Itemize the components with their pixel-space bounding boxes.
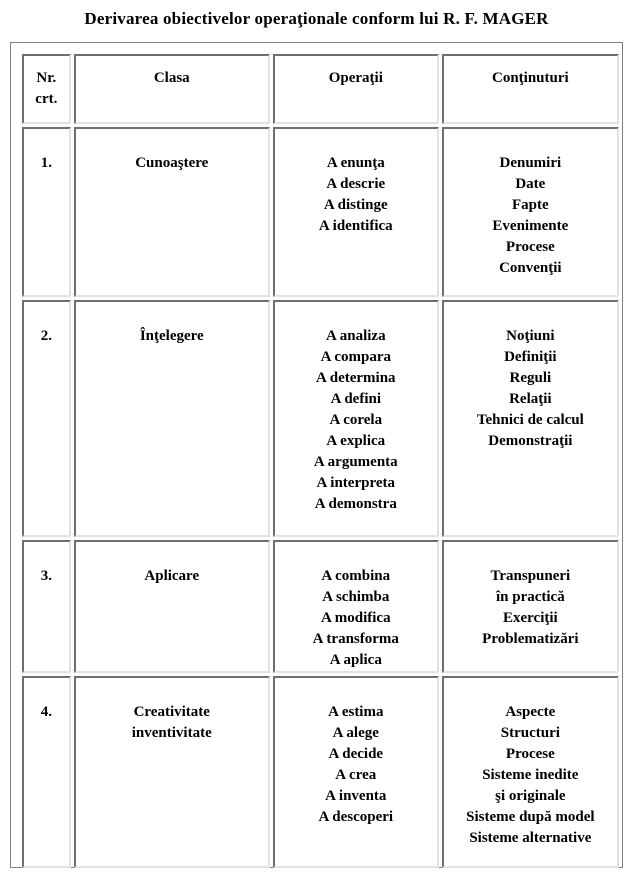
cell-operatii bbox=[273, 300, 439, 537]
cell-continuturi-line: Sisteme după model bbox=[466, 809, 595, 825]
cell-continuturi-line: Structuri bbox=[500, 725, 560, 741]
cell-operatii-line: A aplica bbox=[329, 652, 382, 668]
table-row bbox=[22, 127, 619, 297]
cell-operatii-line: A alege bbox=[332, 725, 379, 741]
table-row bbox=[22, 300, 619, 537]
cell-operatii-line: A inventa bbox=[325, 788, 387, 804]
cell-continuturi-line: Reguli bbox=[509, 370, 552, 386]
cell-operatii-line: A interpreta bbox=[316, 475, 396, 491]
cell-continuturi-line: Evenimente bbox=[492, 218, 569, 234]
cell-operatii-line: A estima bbox=[328, 704, 384, 720]
cell-nr bbox=[22, 540, 71, 673]
cell-operatii-line: A distinge bbox=[323, 197, 388, 213]
cell-continuturi bbox=[442, 127, 619, 297]
cell-clasa-line: Creativitate bbox=[133, 704, 210, 720]
cell-nr bbox=[22, 676, 71, 868]
cell-operatii-line: A descoperi bbox=[318, 809, 394, 825]
header-clasa-label: Clasa bbox=[153, 70, 190, 86]
header-nr-crt bbox=[22, 54, 71, 124]
cell-continuturi-line: Procese bbox=[505, 746, 555, 762]
cell-continuturi-line: Problematizări bbox=[482, 631, 579, 647]
table-row bbox=[22, 540, 619, 673]
row-number: 1. bbox=[40, 155, 52, 171]
header-crt-line: crt. bbox=[35, 91, 58, 107]
cell-continuturi-line: Tehnici de calcul bbox=[476, 412, 584, 428]
cell-operatii-line: A modifica bbox=[320, 610, 391, 626]
cell-nr bbox=[22, 300, 71, 537]
cell-continuturi-line: Demonstraţii bbox=[488, 433, 573, 449]
cell-clasa bbox=[74, 300, 270, 537]
cell-continuturi-line: în practică bbox=[495, 589, 565, 605]
cell-clasa-line: inventivitate bbox=[131, 725, 212, 741]
row-number: 2. bbox=[40, 328, 52, 344]
cell-continuturi-line: şi originale bbox=[495, 788, 566, 804]
cell-operatii-line: A transforma bbox=[312, 631, 399, 647]
table-row bbox=[22, 676, 619, 868]
cell-clasa-line: Cunoaştere bbox=[135, 155, 209, 171]
cell-operatii-line: A analiza bbox=[325, 328, 386, 344]
cell-nr bbox=[22, 127, 71, 297]
cell-continuturi-line: Aspecte bbox=[505, 704, 556, 720]
cell-clasa-line: Aplicare bbox=[144, 568, 200, 584]
cell-operatii-line: A schimba bbox=[322, 589, 390, 605]
cell-operatii-line: A compara bbox=[320, 349, 391, 365]
cell-operatii-line: A argumenta bbox=[313, 454, 398, 470]
cell-operatii-line: A enunţa bbox=[326, 155, 385, 171]
cell-clasa bbox=[74, 127, 270, 297]
cell-operatii-line: A defini bbox=[330, 391, 381, 407]
cell-continuturi-line: Exerciţii bbox=[502, 610, 558, 626]
cell-clasa bbox=[74, 676, 270, 868]
header-operatii-label: Operaţii bbox=[328, 70, 383, 86]
cell-continuturi-line: Fapte bbox=[512, 197, 549, 213]
header-nr-line: Nr. bbox=[36, 70, 57, 86]
cell-operatii-line: A combina bbox=[321, 568, 391, 584]
cell-continuturi-line: Sisteme alternative bbox=[469, 830, 592, 846]
cell-clasa bbox=[74, 540, 270, 673]
cell-continuturi-line: Denumiri bbox=[499, 155, 562, 171]
cell-continuturi-line: Procese bbox=[505, 239, 555, 255]
cell-continuturi bbox=[442, 676, 619, 868]
cell-operatii-line: A explica bbox=[326, 433, 386, 449]
cell-operatii-line: A decide bbox=[328, 746, 384, 762]
cell-operatii-line: A determina bbox=[315, 370, 396, 386]
cell-operatii-line: A descrie bbox=[326, 176, 386, 192]
cell-operatii-line: A demonstra bbox=[314, 496, 397, 512]
page-title: Derivarea obiectivelor operaţionale conform lui R. F. MAGER bbox=[84, 9, 549, 28]
cell-clasa-line: Înţelegere bbox=[139, 328, 204, 344]
table-frame bbox=[10, 42, 623, 868]
cell-operatii-line: A identifica bbox=[318, 218, 393, 234]
cell-continuturi-line: Noţiuni bbox=[506, 328, 555, 344]
table-header-row bbox=[22, 54, 619, 124]
row-number: 4. bbox=[40, 704, 52, 720]
cell-continuturi bbox=[442, 540, 619, 673]
header-continuturi bbox=[442, 54, 619, 124]
cell-continuturi-line: Date bbox=[515, 176, 546, 192]
cell-operatii-line: A corela bbox=[329, 412, 383, 428]
cell-operatii-line: A crea bbox=[335, 767, 377, 783]
row-number: 3. bbox=[40, 568, 52, 584]
cell-continuturi bbox=[442, 300, 619, 537]
cell-continuturi-line: Transpuneri bbox=[490, 568, 571, 584]
cell-operatii bbox=[273, 540, 439, 673]
objectives-table bbox=[19, 51, 622, 871]
cell-continuturi-line: Convenţii bbox=[499, 260, 562, 276]
header-continuturi-label: Conţinuturi bbox=[492, 70, 569, 86]
cell-continuturi-line: Definiţii bbox=[504, 349, 557, 365]
header-clasa bbox=[74, 54, 270, 124]
cell-operatii bbox=[273, 676, 439, 868]
header-operatii bbox=[273, 54, 439, 124]
cell-continuturi-line: Sisteme inedite bbox=[482, 767, 579, 783]
cell-operatii bbox=[273, 127, 439, 297]
cell-continuturi-line: Relaţii bbox=[509, 391, 552, 407]
